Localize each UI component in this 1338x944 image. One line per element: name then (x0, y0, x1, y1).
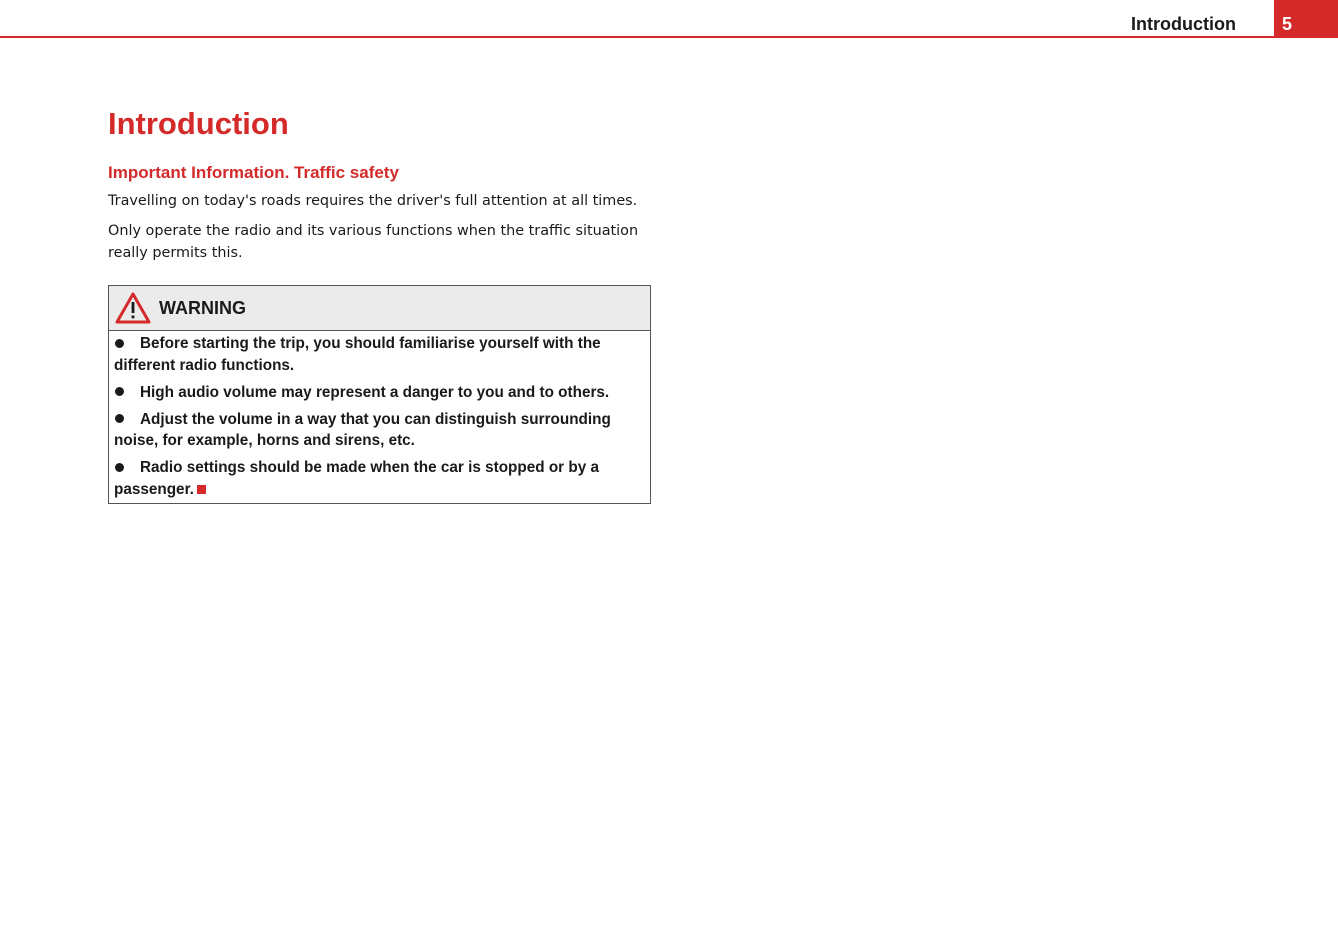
warning-item-text: Adjust the volume in a way that you can distinguish surrounding noise, for example, horns and sirens, etc. (114, 410, 611, 449)
warning-label: WARNING (159, 298, 246, 318)
page-number-tab (1274, 0, 1338, 38)
warning-item (114, 457, 644, 500)
bullet-icon (115, 387, 124, 396)
warning-triangle-icon (115, 292, 151, 324)
warning-item (114, 409, 644, 452)
bullet-icon (115, 339, 124, 348)
warning-box (108, 285, 651, 504)
bullet-icon (115, 414, 124, 423)
warning-list (109, 331, 650, 503)
warning-item-text: Radio settings should be made when the car is stopped or by a passenger. (114, 459, 599, 498)
running-header-title: Introduction (1131, 14, 1236, 34)
section-heading: Important Information. Traffic safety (108, 163, 399, 182)
main-content (108, 104, 651, 264)
page-number: 5 (1282, 14, 1293, 34)
warning-header (109, 286, 650, 331)
paragraph-attention: Travelling on today's roads requires the driver's full attention at all times. (108, 193, 638, 209)
paragraph-operate: Only operate the radio and its various functions when the traffic situation really permits this. (108, 223, 639, 261)
warning-item (114, 382, 644, 404)
end-of-section-icon (197, 485, 206, 494)
bullet-icon (115, 463, 124, 472)
header-rule (0, 36, 1338, 38)
page-title: Introduction (108, 106, 289, 141)
warning-item (114, 333, 644, 376)
warning-item-text: High audio volume may represent a danger to you and to others. (140, 383, 610, 401)
warning-item-text: Before starting the trip, you should familiarise yourself with the different radio functions. (114, 335, 601, 374)
